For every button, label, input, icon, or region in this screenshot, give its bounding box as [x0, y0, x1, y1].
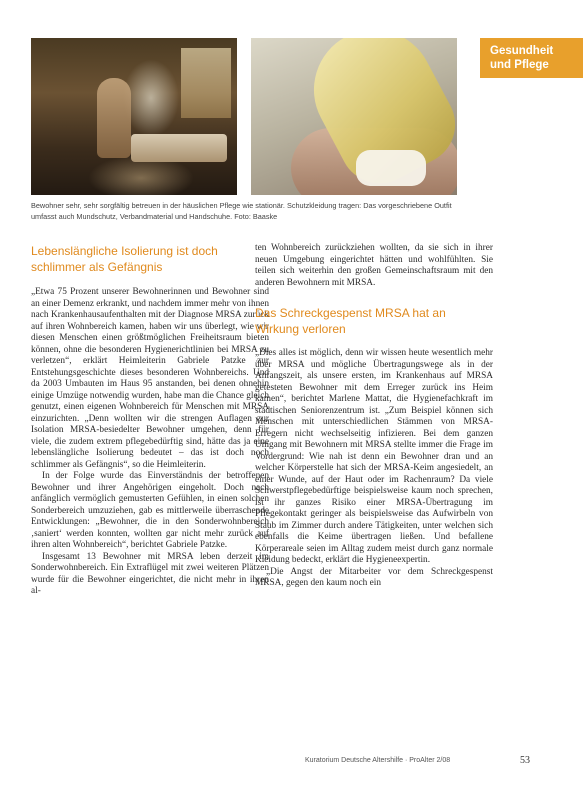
- section-tab: [480, 38, 583, 78]
- photo-caregiver: [97, 78, 131, 158]
- section-tab-line2: und Pflege: [490, 59, 549, 71]
- photo-shelf: [181, 48, 231, 118]
- photo-dressing: [356, 150, 426, 186]
- body-paragraph: „Etwa 75 Prozent unserer Bewohnerinnen und Bewohner sind an einer Demenz erkrankt, und nachdem immer mehr von ihnen nach Krankenhausaufenthalten mit der Diagnose MRSA zurück auf ihren Wohnbereich kamen, haben wir uns überlegt, wie wir diesen Menschen einen größtmöglichen Freiheitsraum bieten können, ohne die besonderen Hygienerichtlinien bei MRSA zu verletzen“, erklärt Heimleiterin Gabriele Patzke zur Entstehungsgeschichte dieses besonderen Wohnbereichs. Und da 2003 Umbauten im Haus 95 anstanden, bei denen ohnehin einige Umzüge notwendig wurden, habe man die Chance gleich genutzt, einen eigenen Wohnbereich für Menschen mit MRSA einzurichten. „Denn wollten wir die strengen Auflagen zur Isolation MRSA-besiedelter Bewohner umgehen, denn für viele, die zudem extrem pflegebedürftig sind, hätte das ja eine lebenslängliche Isolierung bedeutet – das ist doch noch schlimmer als Gefängnis“, so die Heimleiterin.: [31, 287, 270, 470]
- photo-bed: [131, 134, 227, 162]
- section-tab-line1: Gesundheit: [490, 45, 554, 57]
- body-paragraph: „Dies alles ist möglich, denn wir wissen heute wesentlich mehr über MRSA und mögliche Übertragungswege als in der Anfangszeit, als unsere ersten, im Krankenhaus auf MRSA getesteten Bewohner mit dem Erreger zurück ins Heim kamen“, berichtet Marlene Mattat, die Hygienefachkraft im städtischen Seniorenzentrum ist. „Zum Beispiel können sich Menschen mit unterschiedlichen Stämmen von MRSA-Erregern nicht wechselseitig infizieren. Bei dem ganzen Umgang mit Bewohnern mit MRSA stellte immer die Frage im Vordergrund: Wie nah ist denn ein Bewohner dran und an welcher Körperstelle hat sich der MRSA-Keim angesiedelt, an einer Wunde, auf der Haut oder im Rachenraum? Da viele Schwerstpflegebedürftige beispielsweise kaum noch sprechen, ist ihr ganzes Risiko einer MRSA-Übertragung im Pflegekontakt geringer als beispielsweise das Aufwirbeln von Staub im Zimmer durch andere Tätigkeiten, unter welchen sich ebenfalls die Keime übertragen ließen. Und befallene Körperareale seien im Alltag zudem meist durch ganz normale Kleidung bedeckt, erklärt die Hygieneexpertin.: [255, 348, 493, 565]
- page-number: 53: [520, 755, 530, 766]
- left-column: [31, 243, 269, 598]
- footer-source: Kuratorium Deutsche Altershilfe · ProAlter 2/08: [305, 757, 451, 764]
- section-heading-mrsa: Das Schreckgespenst MRSA hat an Wirkung verloren: [255, 306, 446, 336]
- body-paragraph: In der Folge wurde das Einverständnis der betroffenen Bewohner und ihrer Angehörigen eingeholt. Doch nach anfänglich vermöglich gemusterten Gefühlen, in einen solchen Sonderbereich umzuziehen, gab es mittlerweile überraschende Entwicklungen: „Bewohner, die in den Sonderwohnbereich ‚saniert‘ werden konnten, wollten gar nicht mehr zurück auf ihren alten Wohnbereich“, berichtet Gabriele Patzke.: [31, 471, 269, 550]
- body-paragraph: „Die Angst der Mitarbeiter vor dem Schreckgespenst MRSA, gegen den kaum noch ein: [255, 566, 493, 588]
- photo-wound-dressing: [251, 38, 457, 195]
- body-paragraph-continued: ten Wohnbereich zurückziehen wollten, da sie sich in ihrer neuen Umgebung eingerichtet hätten und wohlfühlten. Sie teilen sich weiterhin den großen Gemeinschaftsraum mit den anderen Bewohnern mit MRSA.: [255, 243, 493, 288]
- right-column: [255, 243, 493, 590]
- section-heading-isolation: Lebenslängliche Isolierung ist doch schlimmer als Gefängnis: [31, 244, 218, 274]
- photo-caption: Bewohner sehr, sehr sorgfältig betreuen in der häuslichen Pflege wie stationär. Schutzkleidung tragen: Das vorgeschriebene Outfit umfasst auch Mundschutz, Verbandmaterial und Handschuhe. Foto: Baaske: [31, 201, 452, 221]
- body-paragraph: Insgesamt 13 Bewohner mit MRSA leben derzeit im Sonderwohnbereich. Ein Extraflügel mit zwei weiteren Plätzen wurde für die Bewohner eingerichtet, die nicht mehr in ihren al-: [31, 551, 269, 596]
- photo-nursing-home-room: [31, 38, 237, 195]
